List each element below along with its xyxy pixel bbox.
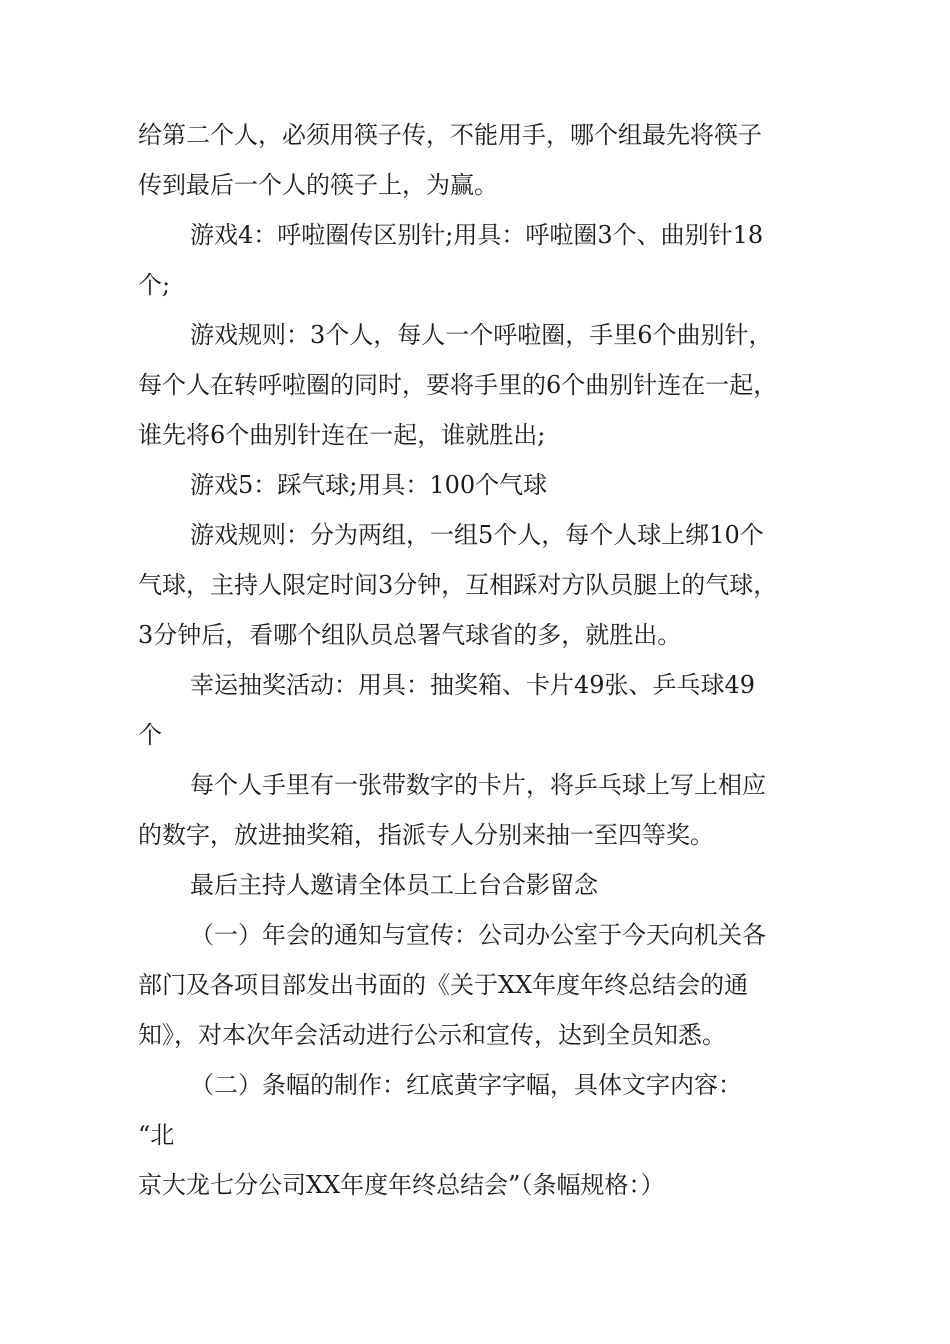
text-line: 幸运抽奖活动：用具：抽奖箱、卡片49张、乒乓球49 (190, 671, 756, 699)
text-line: 每个人在转呼啦圈的同时，要将手里的6个曲别针连在一起， (138, 371, 778, 399)
text-line: 部门及各项目部发出书面的《关于XX年度年终总结会的通 (138, 971, 749, 999)
document-body (138, 110, 818, 1202)
text-line: 游戏规则：分为两组，一组5个人，每个人球上绑10个 (190, 521, 764, 549)
text-line: “北 (138, 1121, 175, 1149)
text-line: 知》，对本次年会活动进行公示和宣传，达到全员知悉。 (138, 1021, 726, 1049)
text-line: 游戏4：呼啦圈传区别针;用具：呼啦圈3个、曲别针18 (190, 221, 764, 249)
text-line: 游戏5：踩气球;用具：100个气球 (190, 471, 548, 499)
text-line: 气球，主持人限定时间3分钟，互相踩对方队员腿上的气球， (138, 571, 778, 599)
text-line: （二）条幅的制作：红底黄字字幅，具体文字内容： (190, 1071, 742, 1099)
text-line: 谁先将6个曲别针连在一起，谁就胜出; (138, 421, 546, 449)
text-line: 京大龙七分公司XX年度年终总结会”（条幅规格：） (138, 1171, 665, 1199)
text-line: 个 (138, 721, 162, 749)
text-line: 每个人手里有一张带数字的卡片，将乒乓球上写上相应 (190, 771, 766, 799)
text-line: 的数字，放进抽奖箱，指派专人分别来抽一至四等奖。 (138, 821, 714, 849)
text-line: 给第二个人，必须用筷子传，不能用手，哪个组最先将筷子 (138, 121, 762, 149)
text-line: 传到最后一个人的筷子上，为赢。 (138, 171, 498, 199)
text-line: 最后主持人邀请全体员工上台合影留念 (190, 871, 598, 899)
text-line: （一）年会的通知与宣传：公司办公室于今天向机关各 (190, 921, 766, 949)
text-line: 游戏规则：3个人，每人一个呼啦圈，手里6个曲别针， (190, 321, 773, 349)
text-line: 个; (138, 271, 171, 299)
text-line: 3分钟后，看哪个组队员总署气球省的多，就胜出。 (138, 621, 682, 649)
